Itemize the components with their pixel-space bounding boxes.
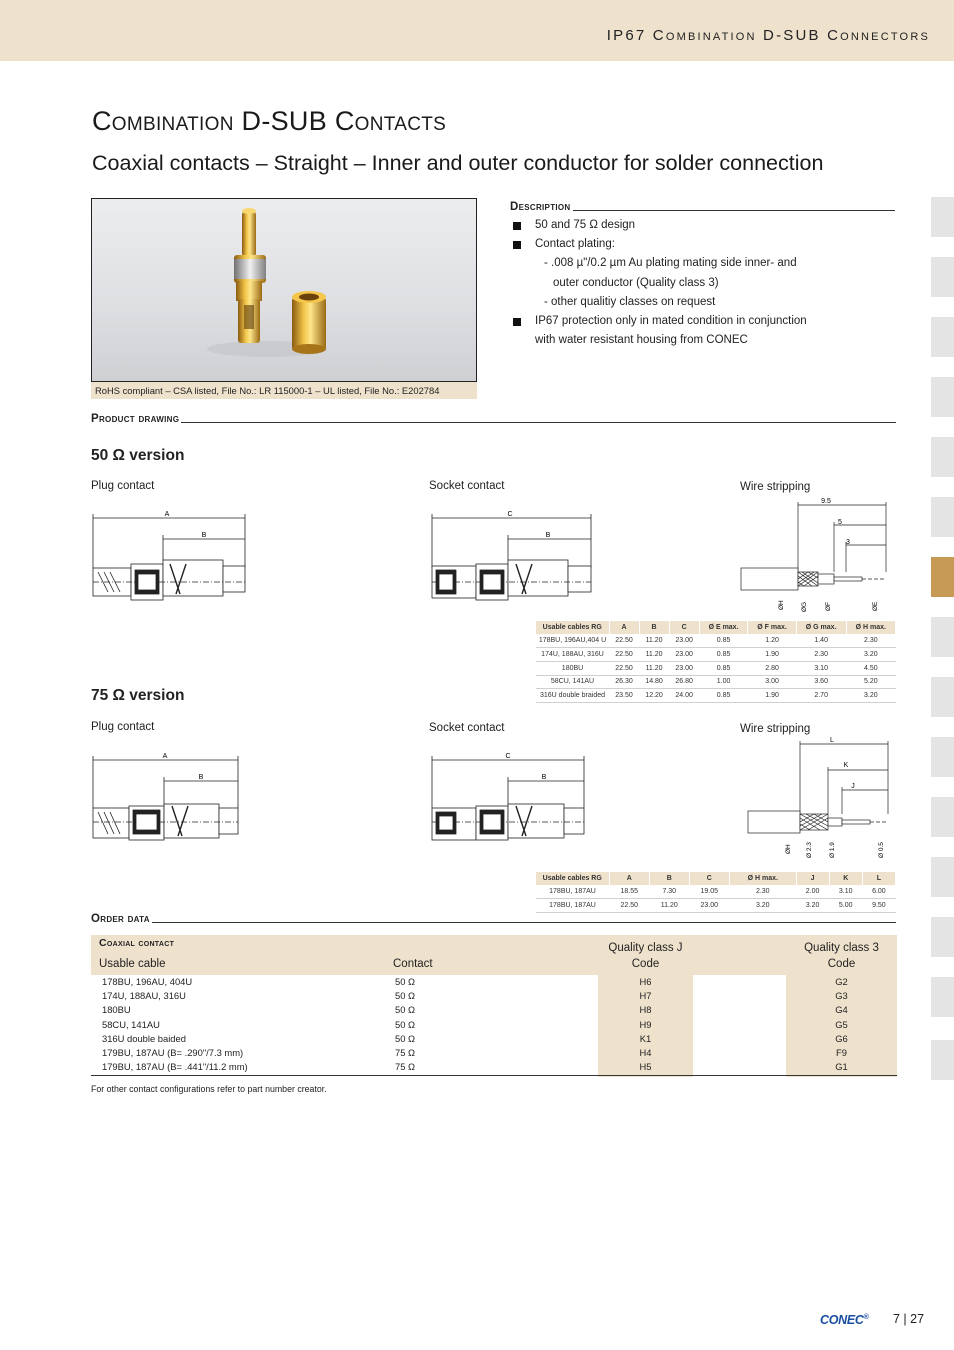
plug-contact-75-drawing bbox=[90, 750, 245, 845]
chapter-tab[interactable] bbox=[931, 197, 954, 237]
column-header: A bbox=[609, 872, 650, 885]
chapter-tab[interactable] bbox=[931, 377, 954, 417]
dim-label: 9.5 bbox=[821, 498, 831, 505]
column-header-quality-3: Quality class 3 bbox=[804, 942, 879, 954]
dim-label: ØH bbox=[778, 600, 785, 610]
column-header-cable: Usable cable bbox=[99, 958, 166, 970]
order-group-title: Coaxial contact bbox=[99, 937, 175, 949]
dim-label: ØF bbox=[825, 601, 832, 611]
dimension-table-50 bbox=[536, 621, 896, 703]
header-title: IP67 Combination D-SUB Connectors bbox=[606, 27, 930, 44]
order-table bbox=[91, 935, 897, 1077]
table-header-row bbox=[536, 621, 896, 634]
list-item: 50 and 75 Ω design bbox=[510, 216, 895, 235]
column-header: C bbox=[669, 621, 699, 634]
table-row: 316U double baided 50 Ω K1 G6 bbox=[102, 1032, 848, 1044]
dim-b-label: B bbox=[541, 774, 547, 781]
column-header: A bbox=[609, 621, 639, 634]
version-50-title: 50 Ω version bbox=[91, 447, 185, 464]
coax-contacts-illustration bbox=[92, 199, 477, 382]
dimension-table-75 bbox=[536, 872, 896, 913]
dim-label: ØH bbox=[785, 844, 792, 854]
table-row: 179BU, 187AU (B= .441"/11.2 mm) 75 Ω H5 G1 bbox=[102, 1061, 848, 1073]
table-row: 58CU, 141AU 50 Ω H9 G5 bbox=[102, 1018, 848, 1030]
table-row: 174U, 188AU, 316U 22.50 11.20 23.00 0.85 1.90 2.30 3.20 bbox=[536, 648, 896, 662]
column-header: Usable cables RG bbox=[536, 621, 609, 634]
order-header-band bbox=[91, 935, 897, 975]
chapter-tab[interactable] bbox=[931, 917, 954, 957]
dim-label: Ø 1.9 bbox=[829, 842, 836, 858]
column-header: B bbox=[639, 621, 669, 634]
wire-stripping-75-drawing bbox=[738, 734, 893, 864]
table-row: 178BU, 187AU 18.55 7.30 19.05 2.30 2.00 3.10 6.00 bbox=[536, 885, 896, 899]
column-header: Ø H max. bbox=[730, 872, 797, 885]
list-item: Contact plating: bbox=[510, 235, 895, 254]
dim-label: K bbox=[843, 762, 849, 769]
chapter-tab[interactable] bbox=[931, 317, 954, 357]
dim-a-label: A bbox=[162, 753, 168, 760]
column-header: Ø E max. bbox=[699, 621, 748, 634]
header-band bbox=[0, 0, 954, 61]
plug-contact-50-drawing bbox=[90, 508, 250, 603]
column-header: K bbox=[829, 872, 862, 885]
bullet-icon bbox=[513, 318, 521, 326]
table-row: 178BU, 196AU, 404U 50 Ω H6 G2 bbox=[102, 976, 848, 987]
column-header: C bbox=[689, 872, 730, 885]
dim-label: Ø 0.5 bbox=[878, 842, 885, 858]
conec-logo: CONEC® bbox=[820, 1313, 869, 1327]
table-header-row bbox=[536, 872, 896, 885]
socket-contact-label: Socket contact bbox=[429, 480, 505, 492]
table-row: 179BU, 187AU (B= .290"/7.3 mm) 75 Ω H4 F9 bbox=[102, 1046, 847, 1058]
dim-label: J bbox=[851, 783, 855, 790]
table-row: 174U, 188AU, 316U 50 Ω H7 G3 bbox=[102, 990, 848, 1002]
dim-label: ØE bbox=[872, 601, 879, 611]
plug-contact-label: Plug contact bbox=[91, 721, 155, 733]
socket-contact-50-drawing bbox=[428, 508, 593, 603]
list-subitem: - .008 µ"/0.2 µm Au plating mating side inner- and bbox=[544, 257, 797, 270]
version-75-title: 75 Ω version bbox=[91, 687, 185, 704]
dim-label: ØG bbox=[801, 601, 808, 612]
list-subitem: outer conductor (Quality class 3) bbox=[553, 276, 719, 289]
column-header: Ø H max. bbox=[846, 621, 895, 634]
plug-contact-label: Plug contact bbox=[91, 480, 155, 492]
dim-c-label: C bbox=[507, 511, 513, 518]
dim-b-label: B bbox=[545, 532, 551, 539]
chapter-tab[interactable] bbox=[931, 857, 954, 897]
chapter-tab-active[interactable] bbox=[931, 557, 954, 597]
dim-label: L bbox=[830, 737, 834, 744]
page-title: Combination D-SUB Contacts bbox=[92, 106, 447, 136]
order-data-heading: Order data bbox=[91, 911, 896, 925]
dim-a-label: A bbox=[164, 511, 170, 518]
table-row: 316U double braided 23.50 12.20 24.00 0.85 1.90 2.70 3.20 bbox=[536, 689, 896, 703]
chapter-tab[interactable] bbox=[931, 977, 954, 1017]
table-row: 180BU 22.50 11.20 23.00 0.85 2.80 3.10 4.50 bbox=[536, 661, 896, 675]
chapter-tab[interactable] bbox=[931, 617, 954, 657]
table-row: 180BU 50 Ω H8 G4 bbox=[102, 1004, 848, 1016]
order-footnote: For other contact configurations refer to part number creator. bbox=[91, 1084, 327, 1094]
rohs-caption: RoHS compliant – CSA listed, File No.: LR 115000-1 – UL listed, File No.: E202784 bbox=[91, 382, 477, 399]
table-row: 178BU, 187AU 22.50 11.20 23.00 3.20 3.20 5.00 9.50 bbox=[536, 899, 896, 913]
socket-contact-75-drawing bbox=[428, 750, 588, 845]
dim-b-label: B bbox=[201, 532, 207, 539]
column-header-quality-j: Quality class J bbox=[608, 942, 683, 954]
chapter-tab[interactable] bbox=[931, 677, 954, 717]
chapter-tab[interactable] bbox=[931, 1040, 954, 1080]
dim-c-label: C bbox=[505, 753, 511, 760]
chapter-tab[interactable] bbox=[931, 797, 954, 837]
chapter-tab[interactable] bbox=[931, 437, 954, 477]
wire-stripping-50-drawing bbox=[738, 494, 888, 614]
list-subitem: - other qualitiy classes on request bbox=[544, 295, 716, 308]
column-header: Ø F max. bbox=[748, 621, 796, 634]
order-table-bottom-rule bbox=[91, 1075, 897, 1076]
bullet-icon bbox=[513, 222, 521, 230]
bullet-icon bbox=[513, 241, 521, 249]
product-photo bbox=[91, 198, 477, 382]
wire-stripping-label: Wire stripping bbox=[740, 481, 811, 493]
column-header: J bbox=[796, 872, 829, 885]
table-row: 178BU, 196AU,404 U 22.50 11.20 23.00 0.85 1.20 1.40 2.30 bbox=[536, 634, 896, 648]
dim-label: 5 bbox=[838, 519, 842, 526]
description-list bbox=[510, 216, 895, 350]
chapter-tab[interactable] bbox=[931, 257, 954, 297]
dim-label: Ø 2.3 bbox=[806, 842, 813, 858]
column-subheader-code: Code bbox=[827, 958, 856, 970]
column-subheader-code: Code bbox=[631, 958, 660, 970]
page-subtitle: Coaxial contacts – Straight – Inner and outer conductor for solder connection bbox=[92, 151, 824, 175]
table-row: 58CU, 141AU 26.30 14.80 26.80 1.00 3.00 3.60 5.20 bbox=[536, 675, 896, 689]
chapter-tab[interactable] bbox=[931, 737, 954, 777]
socket-contact-label: Socket contact bbox=[429, 722, 505, 734]
list-item: IP67 protection only in mated condition in conjunction bbox=[510, 312, 895, 331]
description-heading: Description bbox=[510, 199, 895, 213]
dim-label: 3 bbox=[846, 539, 850, 546]
page-number: 7 | 27 bbox=[893, 1312, 925, 1326]
column-header: Ø G max. bbox=[796, 621, 846, 634]
wire-stripping-label: Wire stripping bbox=[740, 723, 811, 735]
dim-b-label: B bbox=[198, 774, 204, 781]
column-header-contact: Contact bbox=[393, 958, 433, 970]
column-header: Usable cables RG bbox=[536, 872, 609, 885]
column-header: B bbox=[650, 872, 690, 885]
column-header: L bbox=[862, 872, 895, 885]
list-item-continued: with water resistant housing from CONEC bbox=[535, 334, 748, 347]
chapter-tab[interactable] bbox=[931, 497, 954, 537]
product-drawing-heading: Product drawing bbox=[91, 411, 896, 425]
order-rows bbox=[91, 975, 897, 1074]
